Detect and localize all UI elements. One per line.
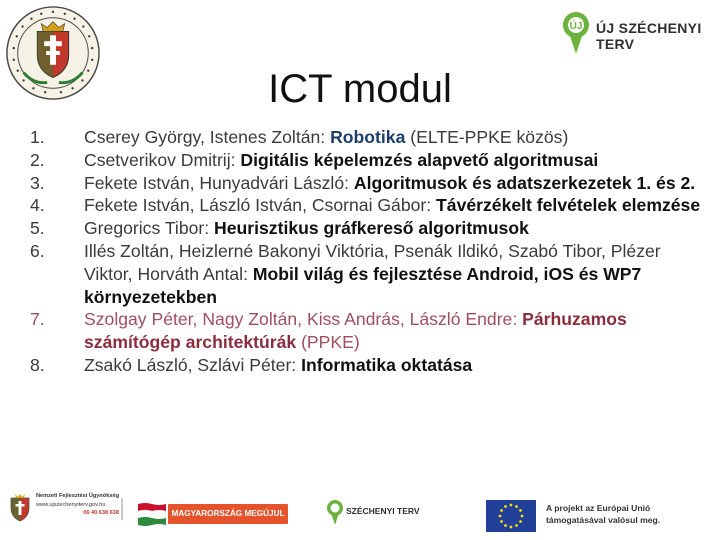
item-number: 7. [30, 309, 45, 330]
item-course-title: Robotika [330, 127, 406, 147]
item-course-title: Távérzékelt felvételek elemzése [436, 195, 701, 216]
item-course-title: Heurisztikus gráfkereső algoritmusok [214, 218, 529, 239]
item-course-title: Informatika oktatása [301, 354, 473, 375]
svg-text:ÚJ: ÚJ [569, 21, 583, 32]
item-course-title: Párhuzamos számítógép architektúrák [84, 309, 627, 353]
item-authors: Fekete István, Hunyadvári László: [84, 172, 354, 193]
list-item [30, 354, 710, 377]
nfu-text [36, 492, 119, 518]
list-item [30, 194, 710, 217]
item-number: 2. [30, 149, 45, 170]
list-item [30, 217, 710, 240]
list-item [30, 149, 710, 172]
item-number: 1. [30, 127, 45, 147]
szechenyi-small-logo-icon [326, 500, 344, 526]
item-authors: Csetverikov Dmitrij: [84, 149, 241, 170]
list-item [30, 240, 710, 308]
list-item [30, 126, 710, 149]
nfu-name: Nemzeti Fejlesztési Ügynökség [36, 493, 120, 499]
item-number: 3. [30, 172, 45, 193]
item-suffix: (PPKE) [296, 332, 360, 353]
course-list [30, 126, 710, 377]
item-suffix: (ELTE-PPKE közös) [405, 127, 569, 147]
eu-line-2: támogatásával valósul meg. [546, 515, 661, 525]
footer-divider [121, 498, 123, 520]
page-title: ICT modul [268, 66, 452, 111]
nfu-crest-icon [8, 494, 32, 522]
item-authors: Zsakó László, Szlávi Péter: [84, 354, 302, 375]
item-authors: Cserey György, Istenes Zoltán: [84, 127, 331, 147]
item-authors: Gregorics Tibor: [84, 218, 215, 239]
hungarian-flag-icon [138, 502, 166, 526]
item-number: 5. [30, 218, 45, 239]
list-item [30, 172, 710, 195]
item-course-title: Mobil világ és fejlesztése Android, iOS és WP7 környezetekben [84, 263, 642, 307]
item-authors: Illés Zoltán, Heizlerné Bakonyi Viktória, Psenák Ildikó, Szabó Tibor, Plézer Viktor, Horváth Antal: [84, 240, 661, 284]
eu-flag-icon [486, 500, 536, 532]
item-course-title: Digitális képelemzés alapvető algoritmusai [240, 149, 599, 170]
item-course-title: Algoritmusok és adatszerkezetek 1. és 2. [353, 172, 696, 193]
szechenyi-small-label: SZÉCHENYI TERV [346, 506, 420, 516]
nfu-url: www.ujszechenyiterv.gov.hu [36, 501, 106, 508]
item-number: 6. [30, 240, 45, 261]
item-number: 4. [30, 195, 45, 216]
item-authors: Fekete István, László István, Csornai Gábor: [84, 195, 437, 216]
szechenyi-terv-label: ÚJ SZÉCHENYI TERV [596, 20, 702, 52]
item-number: 8. [30, 354, 45, 375]
list-item [30, 308, 710, 354]
magyarorszag-megujul-banner: MAGYARORSZÁG MEGÚJUL [168, 504, 288, 524]
item-authors: Szolgay Péter, Nagy Zoltán, Kiss András, László Endre: [84, 309, 523, 330]
nfu-phone: 06 40 638 638 [83, 510, 120, 517]
eu-line-1: A projekt az Európai Unió [546, 503, 651, 513]
footer-logo-bar [0, 488, 720, 540]
eu-support-text [546, 502, 660, 526]
